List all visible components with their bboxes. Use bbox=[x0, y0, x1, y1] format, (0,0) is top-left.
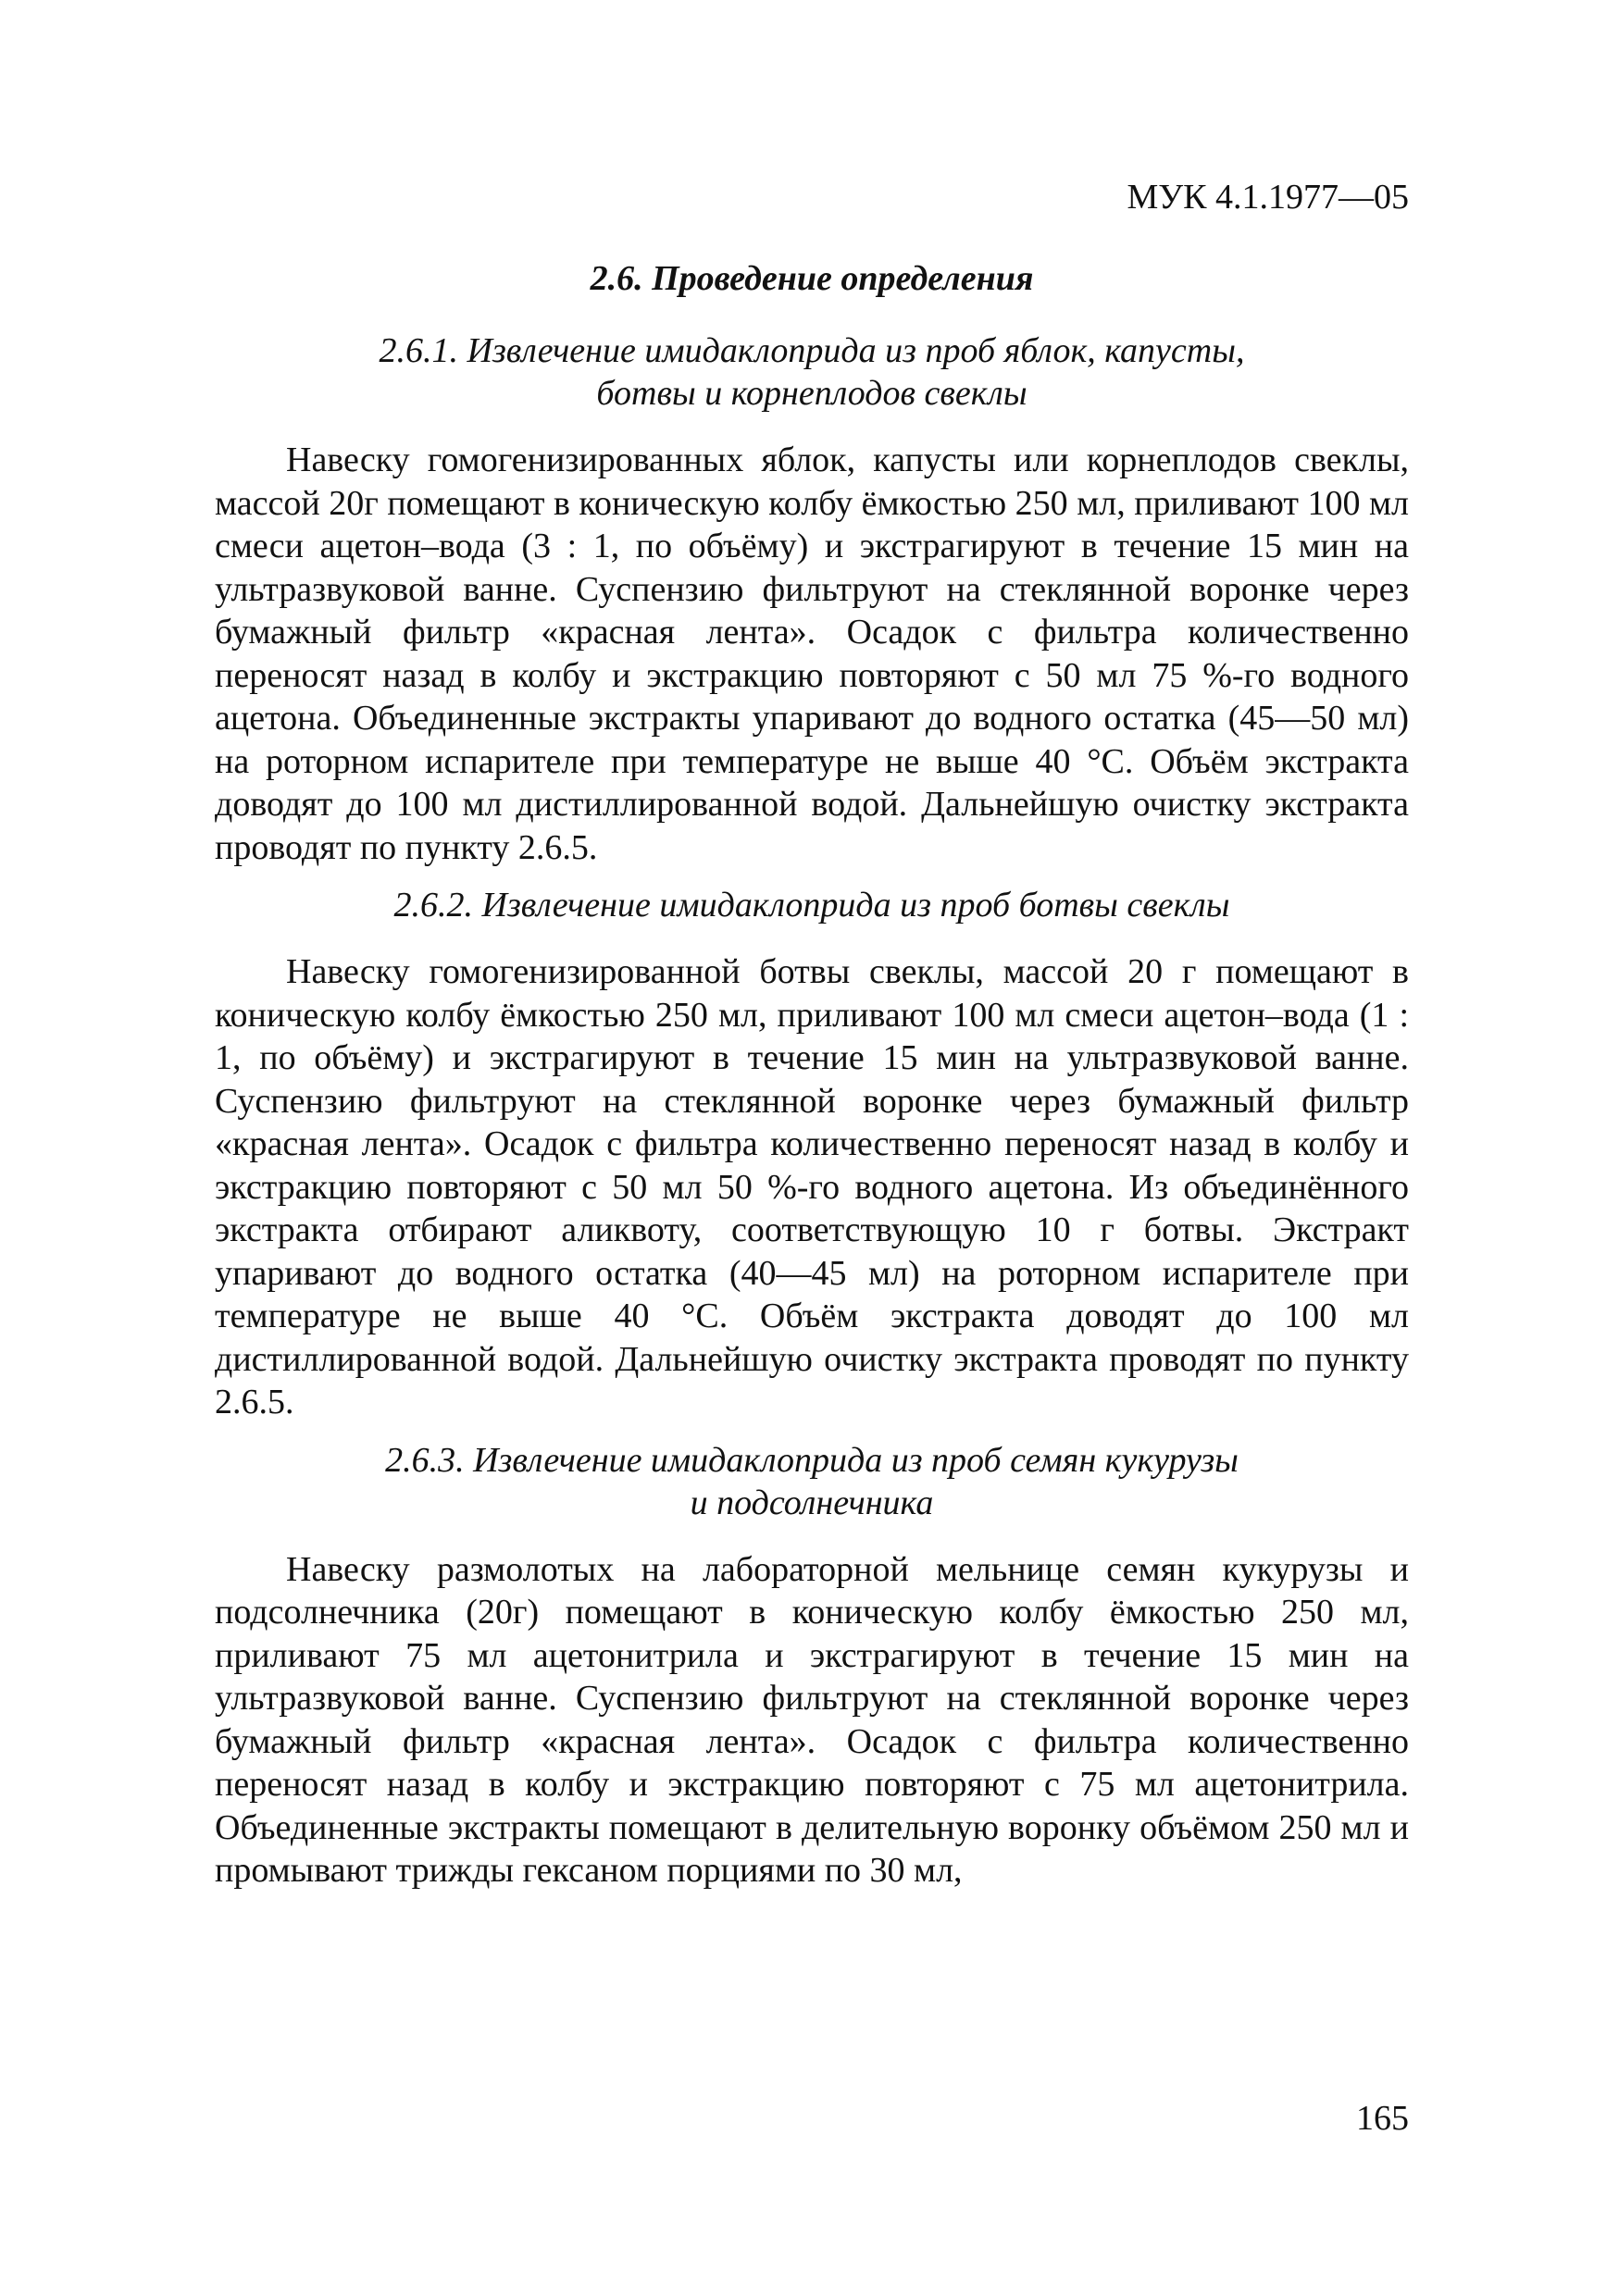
subsection-title-2-6-2 bbox=[215, 884, 1409, 926]
document-code-header: МУК 4.1.1977—05 bbox=[1127, 178, 1409, 217]
paragraph-2-6-1: Навеску гомогенизированных яблок, капусты или корнеплодов свеклы, массой 20г помещают в коническую колбу ёмкостью 250 мл, приливают 100 мл смеси ацетон–вода (3 : 1, по объёму) и экстрагируют в течение 15 мин на ультразвуковой ванне. Суспензию фильтруют на стеклянной воронке через бумажный фильтр «красная лента». Осадок с фильтра количественно переносят назад в колбу и экстракцию повторяют с 50 мл 75 %-го водного ацетона. Объединенные экстракты упаривают до водного остатка (45—50 мл) на роторном испарителе при температуре не выше 40 °С. Объём экстракта доводят до 100 мл дистиллированной водой. Дальнейшую очистку экстракта проводят по пункту 2.6.5. bbox=[215, 441, 1409, 867]
document-page bbox=[215, 176, 1409, 2175]
subsection-title-line: и подсолнечника bbox=[690, 1483, 934, 1522]
page-number: 165 bbox=[1356, 2099, 1409, 2138]
subsection-title-line: 2.6.3. Извлечение имидаклоприда из проб семян кукурузы bbox=[385, 1440, 1239, 1480]
subsection-title-line: 2.6.2. Извлечение имидаклоприда из проб ботвы свеклы bbox=[393, 886, 1230, 925]
paragraph-2-6-2: Навеску гомогенизированной ботвы свеклы, массой 20 г помещают в коническую колбу ёмкостью 250 мл, приливают 100 мл смеси ацетон–вода (1 : 1, по объёму) и экстрагируют в течение 15 мин на ультразвуковой ванне. Суспензию фильтруют на стеклянной воронке через бумажный фильтр «красная лента». Осадок с фильтра количественно переносят назад в колбу и экстракцию повторяют с 50 мл 50 %-го водного ацетона. Из объединённого экстракта отбирают аликвоту, соответствующую 10 г ботвы. Экстракт упаривают до водного остатка (40—45 мл) на роторном испарителе при температуре не выше 40 °С. Объём экстракта доводят до 100 мл дистиллированной водой. Дальнейшую очистку экстракта проводят по пункту 2.6.5. bbox=[215, 952, 1409, 1421]
subsection-title-line: ботвы и корнеплодов свеклы bbox=[596, 374, 1027, 413]
subsection-title-2-6-1 bbox=[215, 329, 1409, 415]
subsection-title-line: 2.6.1. Извлечение имидаклоприда из проб яблок, капусты, bbox=[379, 331, 1245, 370]
subsection-title-2-6-3 bbox=[215, 1439, 1409, 1524]
section-title: 2.6. Проведение определения bbox=[590, 259, 1034, 298]
paragraph-2-6-3: Навеску размолотых на лабораторной мельнице семян кукурузы и подсолнечника (20г) помещают в коническую колбу ёмкостью 250 мл, приливают 75 мл ацетонитрила и экстрагируют в течение 15 мин на ультразвуковой ванне. Суспензию фильтруют на стеклянной воронке через бумажный фильтр «красная лента». Осадок с фильтра количественно переносят назад в колбу и экстракцию повторяют с 75 мл ацетонитрила. Объединенные экстракты помещают в делительную воронку объёмом 250 мл и промывают трижды гексаном порциями по 30 мл, bbox=[215, 1549, 1409, 1890]
